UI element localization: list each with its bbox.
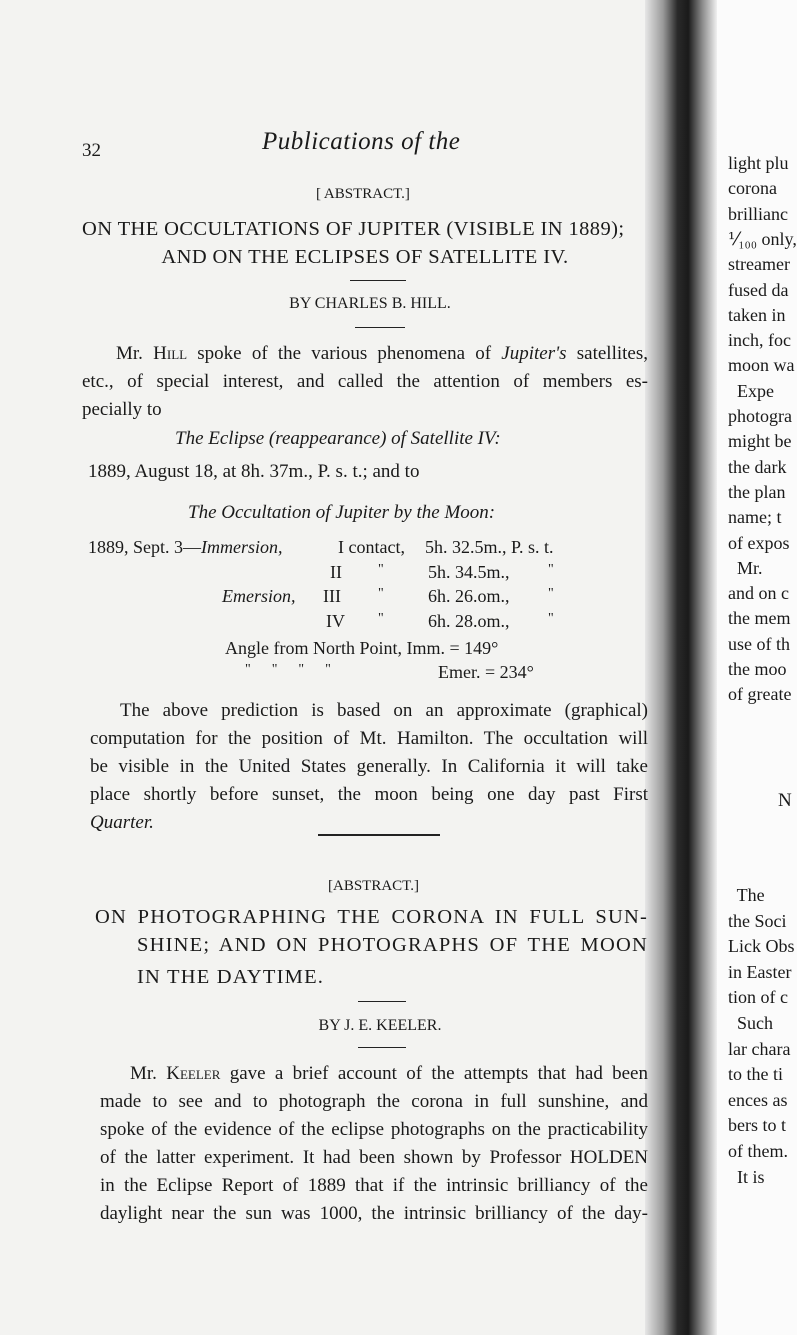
byline: BY J. E. KEELER. bbox=[318, 1017, 442, 1034]
right-page-line: lar chara bbox=[728, 1038, 791, 1059]
paragraph: The above prediction is based on an approximate (graphical) computation for the position of Mt. Hamilton. The occultation will be visible in the United States generally. In California it will take place shortly before sunset, the moon being one day past First Quarter. bbox=[90, 700, 648, 833]
divider bbox=[358, 1001, 406, 1002]
right-page-line: taken in bbox=[728, 304, 786, 325]
right-page-line: fused da bbox=[728, 279, 789, 300]
table-cell: IV bbox=[326, 611, 345, 631]
ditto-mark: " bbox=[378, 562, 384, 577]
right-page-line: inch, foc bbox=[728, 330, 791, 351]
divider bbox=[355, 327, 405, 328]
right-page-line: of greate bbox=[728, 684, 792, 705]
page-number: 32 bbox=[82, 140, 101, 161]
divider bbox=[350, 280, 406, 281]
right-page-line: the mem bbox=[728, 608, 791, 629]
abstract-label: [ABSTRACT.] bbox=[328, 878, 419, 894]
right-page-line: bers to t bbox=[728, 1115, 786, 1136]
divider bbox=[358, 1047, 406, 1048]
book-gutter bbox=[645, 0, 717, 1335]
right-page-line: moon wa bbox=[728, 355, 795, 376]
right-page-line: Lick Obs bbox=[728, 936, 795, 957]
angle-line: Emer. = 234° bbox=[438, 662, 534, 682]
table-date: 1889, Sept. 3—Immersion, bbox=[88, 537, 283, 557]
table-cell: 5h. 34.5m., bbox=[428, 562, 510, 582]
right-page-line: use of th bbox=[728, 633, 790, 654]
abstract-label: [ ABSTRACT.] bbox=[316, 186, 410, 202]
ditto-mark: " bbox=[548, 611, 554, 626]
table-cell: III bbox=[323, 586, 341, 606]
paragraph: Mr. Hill spoke of the various phenomena of Jupiter's satellites, etc., of special interest, and called the attention of members es- pecially to bbox=[82, 343, 648, 420]
table-cell: II bbox=[330, 562, 342, 582]
right-page-line: It is bbox=[728, 1166, 765, 1187]
article-title-line: ON PHOTOGRAPHING THE CORONA IN FULL SUN- bbox=[95, 906, 648, 928]
article-title-line: SHINE; AND ON PHOTOGRAPHS OF THE MOON bbox=[137, 934, 648, 956]
table-cell: 6h. 28.om., bbox=[428, 611, 510, 631]
right-page-line: Mr. bbox=[728, 557, 763, 578]
article-title-line: ON THE OCCULTATIONS OF JUPITER (VISIBLE IN 1889); bbox=[82, 218, 625, 240]
section-divider bbox=[318, 834, 440, 836]
event-heading: The Eclipse (reappearance) of Satellite IV: bbox=[175, 428, 501, 449]
right-page-line: of expos bbox=[728, 532, 790, 553]
right-page-line: Expe bbox=[728, 380, 774, 401]
right-page-line: light plu bbox=[728, 153, 789, 173]
right-page-line: and on c bbox=[728, 583, 789, 604]
right-page-line: the plan bbox=[728, 481, 786, 502]
table-cell: 5h. 32.5m., P. s. t. bbox=[425, 537, 554, 557]
byline: BY CHARLES B. HILL. bbox=[289, 295, 451, 312]
right-page-line: The bbox=[728, 885, 765, 905]
table-cell: Emersion, bbox=[222, 586, 296, 606]
event-line: 1889, August 18, at 8h. 37m., P. s. t.; and to bbox=[88, 461, 420, 482]
right-page-line: the dark bbox=[728, 456, 787, 477]
right-page-line: ences as bbox=[728, 1089, 788, 1110]
right-page-line: streamer bbox=[728, 254, 790, 275]
ditto-mark: " bbox=[378, 611, 384, 626]
paragraph: Mr. Keeler gave a brief account of the attempts that had been made to see and to photograph the corona in full sunshine, and spoke of the evidence of the eclipse photographs on the practicability of the latter experiment. It had been shown by Professor HOLDEN in the Eclipse Report of 1889 that if the intrinsic brilliancy of the daylight near the sun was 1000, the intrinsic brilliancy of the day- bbox=[100, 1063, 648, 1224]
article-title-line: IN THE DAYTIME. bbox=[137, 966, 325, 988]
event-heading: The Occultation of Jupiter by the Moon: bbox=[188, 502, 496, 523]
right-page-heading-fragment: N bbox=[778, 790, 792, 811]
right-page-line: the moo bbox=[728, 659, 787, 679]
ditto-mark: " bbox=[548, 586, 554, 601]
right-page-line: tion of c bbox=[728, 987, 788, 1008]
right-page-line: might be bbox=[728, 431, 792, 452]
right-page-line: of them. bbox=[728, 1141, 788, 1161]
table-cell: I contact, bbox=[338, 537, 405, 557]
right-page-line: the Soci bbox=[728, 910, 787, 931]
right-page-line: in Easter bbox=[728, 961, 792, 982]
angle-line: Angle from North Point, Imm. = 149° bbox=[225, 638, 499, 658]
right-page-line: ⅟₁₀₀ only, bbox=[728, 228, 797, 249]
ditto-mark: " bbox=[378, 586, 384, 601]
right-page-line: name; t bbox=[728, 507, 782, 528]
right-page-line: Such bbox=[728, 1013, 773, 1033]
right-page-line: brillianc bbox=[728, 203, 788, 224]
right-page-line: photogra bbox=[728, 406, 792, 426]
right-page-line: to the ti bbox=[728, 1064, 783, 1085]
ditto-mark: " bbox=[548, 562, 554, 577]
ditto-mark: " " " " bbox=[245, 662, 331, 677]
table-cell: 6h. 26.om., bbox=[428, 586, 510, 606]
right-page-line: corona bbox=[728, 178, 777, 199]
article-title-line: AND ON THE ECLIPSES OF SATELLITE IV. bbox=[161, 246, 569, 268]
running-head: Publications of the bbox=[262, 128, 461, 155]
